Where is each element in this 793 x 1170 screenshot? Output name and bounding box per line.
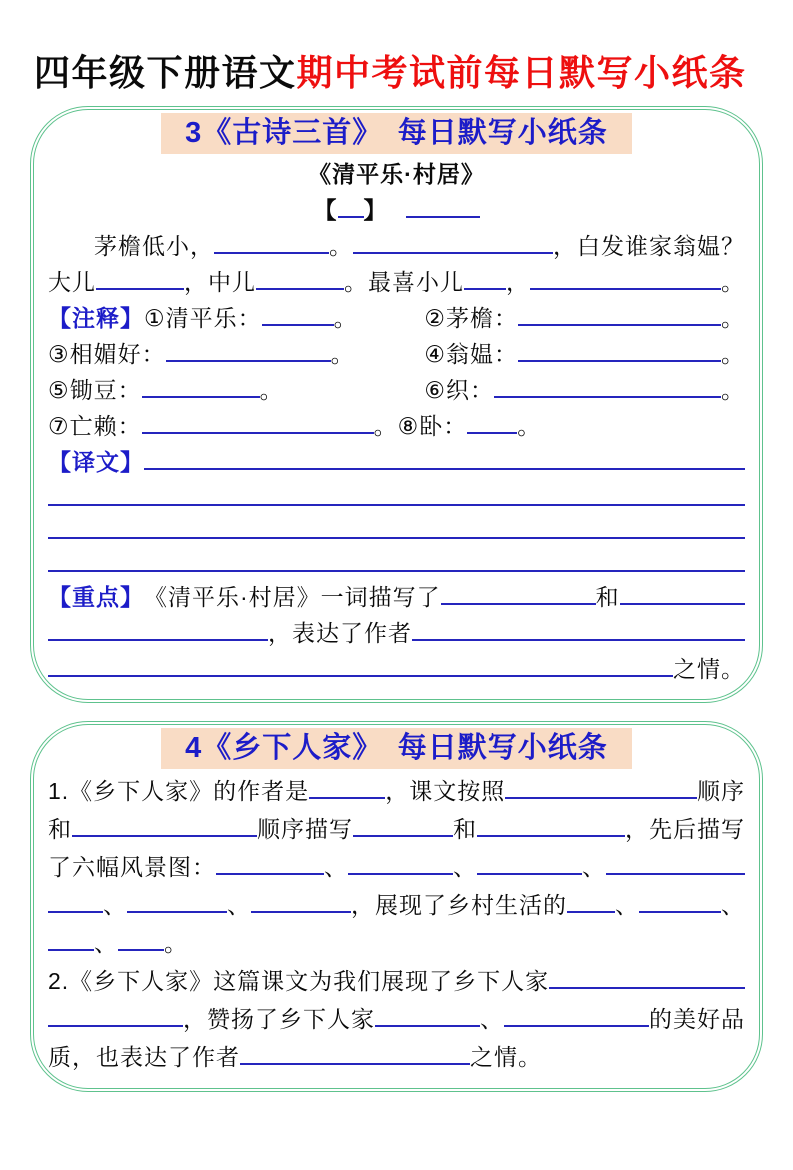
worksheet-line — [48, 615, 745, 651]
blank-field — [549, 963, 745, 989]
blank-field — [464, 264, 506, 290]
card-xiangxia-renjia — [30, 721, 763, 1092]
text-run: 。 — [721, 305, 745, 331]
text-run: ③相媚好： — [48, 341, 166, 367]
blank-field — [477, 811, 625, 837]
worksheet-line — [48, 300, 745, 336]
blank-field — [48, 887, 103, 913]
worksheet-line — [48, 480, 745, 513]
card-gushi-body — [44, 154, 749, 687]
text-run: 。 — [164, 930, 188, 956]
blank-field — [505, 773, 697, 799]
text-run: 2.《乡下人家》这篇课文为我们展现了乡下人家 — [48, 968, 550, 994]
text-run: 和 — [48, 816, 72, 842]
blank-field — [214, 228, 329, 254]
blank-field — [494, 372, 721, 398]
text-run: ，课文按照 — [385, 778, 506, 804]
card-xiangxia-body — [44, 769, 749, 1076]
text-run: 。 — [329, 233, 353, 259]
text-run: 、 — [721, 892, 745, 918]
blank-field — [477, 849, 582, 875]
blank-field — [262, 300, 334, 326]
text-run: 大儿 — [48, 269, 96, 295]
text-run: ，赞扬了乡下人家 — [183, 1006, 375, 1032]
text-run: 。 — [259, 377, 284, 403]
blank-field — [518, 336, 721, 362]
text-run: 和 — [453, 816, 477, 842]
card-gushi-header: 3《古诗三首》 每日默写小纸条 — [161, 113, 632, 154]
page-title — [34, 48, 793, 98]
blank-field — [348, 849, 453, 875]
text-run: ⑥织： — [424, 377, 494, 403]
worksheet-line — [48, 924, 745, 962]
text-run: ⑤锄豆： — [48, 377, 142, 403]
blank-field — [96, 264, 184, 290]
worksheet-line — [48, 372, 745, 408]
text-run: 。 — [333, 305, 358, 331]
blank-field — [530, 264, 721, 290]
blank-field — [166, 336, 331, 362]
page-title-exam: 期中考试前每日默写小纸条 — [296, 52, 747, 93]
blank-field — [118, 925, 164, 951]
worksheet-line — [48, 546, 745, 579]
worksheet-line — [48, 886, 745, 924]
worksheet-line — [48, 444, 745, 480]
worksheet-line — [48, 264, 745, 300]
blank-field — [441, 579, 596, 605]
card-gushi-sanshou — [30, 106, 763, 703]
text-run: 和 — [595, 584, 620, 610]
blank-field — [142, 408, 374, 434]
note-column — [48, 372, 424, 408]
blank-field — [567, 887, 615, 913]
text-run-bold: 【 — [313, 197, 338, 223]
text-run: 的美好品 — [649, 1006, 745, 1032]
text-run: ①清平乐： — [144, 305, 262, 331]
text-run: 顺序 — [697, 778, 745, 804]
text-run: ，表达了作者 — [268, 620, 412, 646]
blank-field — [406, 192, 480, 218]
text-run: 。 — [330, 341, 355, 367]
blank-field — [48, 480, 745, 506]
text-run: 、 — [582, 854, 606, 880]
worksheet-line — [48, 1000, 745, 1038]
worksheet-line — [48, 513, 745, 546]
text-run: ⑦亡赖： — [48, 413, 142, 439]
worksheet-line — [48, 228, 745, 264]
blank-field — [216, 849, 324, 875]
text-run: 。最喜小儿 — [344, 269, 464, 295]
worksheet-line — [48, 408, 745, 444]
text-run: ，先后描写 — [625, 816, 745, 842]
section-label: 【重点】 — [48, 584, 144, 610]
text-run: ，展现了乡村生活的 — [351, 892, 567, 918]
text-run: ，白发谁家翁媪？ — [553, 233, 745, 259]
blank-field — [48, 546, 745, 572]
blank-field — [375, 1001, 480, 1027]
blank-field — [48, 925, 94, 951]
worksheet-line — [48, 848, 745, 886]
section-label: 【译文】 — [48, 449, 144, 475]
text-run: 之情。 — [470, 1044, 542, 1070]
worksheet-line — [48, 962, 745, 1000]
blank-field — [142, 372, 260, 398]
blank-field — [309, 773, 385, 799]
blank-field — [353, 228, 553, 254]
text-run-bold: 《清平乐·村居》 — [308, 161, 485, 187]
blank-field — [518, 300, 721, 326]
blank-field — [256, 264, 344, 290]
blank-field — [412, 615, 745, 641]
text-run-bold: 】 — [363, 197, 388, 223]
text-run: 、 — [480, 1006, 504, 1032]
text-run: ④翁媪： — [424, 341, 518, 367]
text-run: 、 — [615, 892, 639, 918]
note-column — [48, 336, 424, 372]
text-run: 质，也表达了作者 — [48, 1044, 240, 1070]
text-run: 、 — [103, 892, 127, 918]
note-column — [48, 300, 424, 336]
note-column — [424, 336, 745, 372]
section-label: 【注释】 — [48, 305, 144, 331]
text-run: 。 — [721, 269, 745, 295]
note-column — [424, 300, 745, 336]
text-run: 顺序描写 — [257, 816, 353, 842]
page-title-grade: 四年级下册语文 — [34, 52, 297, 93]
blank-field — [240, 1039, 470, 1065]
blank-field — [72, 811, 257, 837]
worksheet-line — [48, 192, 745, 228]
worksheet-line — [48, 579, 745, 615]
blank-field — [48, 1001, 183, 1027]
text-run: 。 — [721, 341, 745, 367]
blank-field — [144, 444, 745, 470]
worksheet-line — [48, 651, 745, 687]
text-run: 、 — [453, 854, 477, 880]
worksheet-line — [48, 157, 745, 192]
blank-field — [504, 1001, 649, 1027]
text-run: 了六幅风景图： — [48, 854, 216, 880]
text-run: ，中儿 — [184, 269, 256, 295]
card-xiangxia-header: 4《乡下人家》 每日默写小纸条 — [161, 728, 632, 769]
text-run: 之情。 — [673, 656, 745, 682]
blank-field — [620, 579, 745, 605]
text-run: 、 — [324, 854, 348, 880]
blank-field — [606, 849, 745, 875]
blank-field — [353, 811, 453, 837]
worksheet-line — [48, 772, 745, 810]
blank-field — [48, 615, 268, 641]
blank-field — [467, 408, 517, 434]
worksheet-page — [0, 48, 793, 1170]
text-run: 、 — [94, 930, 118, 956]
blank-field — [251, 887, 351, 913]
blank-field — [48, 513, 745, 539]
text-run: 1.《乡下人家》的作者是 — [48, 778, 310, 804]
text-run: 。⑧卧： — [373, 413, 468, 439]
worksheet-line — [48, 1038, 745, 1076]
text-run: 茅檐低小， — [94, 233, 214, 259]
text-run: ②茅檐： — [424, 305, 518, 331]
text-run: ， — [506, 269, 530, 295]
text-run: 、 — [227, 892, 251, 918]
text-run: 。 — [721, 377, 745, 403]
worksheet-line — [48, 336, 745, 372]
note-column — [424, 372, 745, 408]
text-run: 《清平乐·村居》一词描写了 — [144, 584, 441, 610]
text-run: 。 — [517, 413, 542, 439]
worksheet-line — [48, 810, 745, 848]
blank-field — [127, 887, 227, 913]
blank-field — [338, 192, 364, 218]
blank-field — [639, 887, 721, 913]
blank-field — [48, 651, 673, 677]
